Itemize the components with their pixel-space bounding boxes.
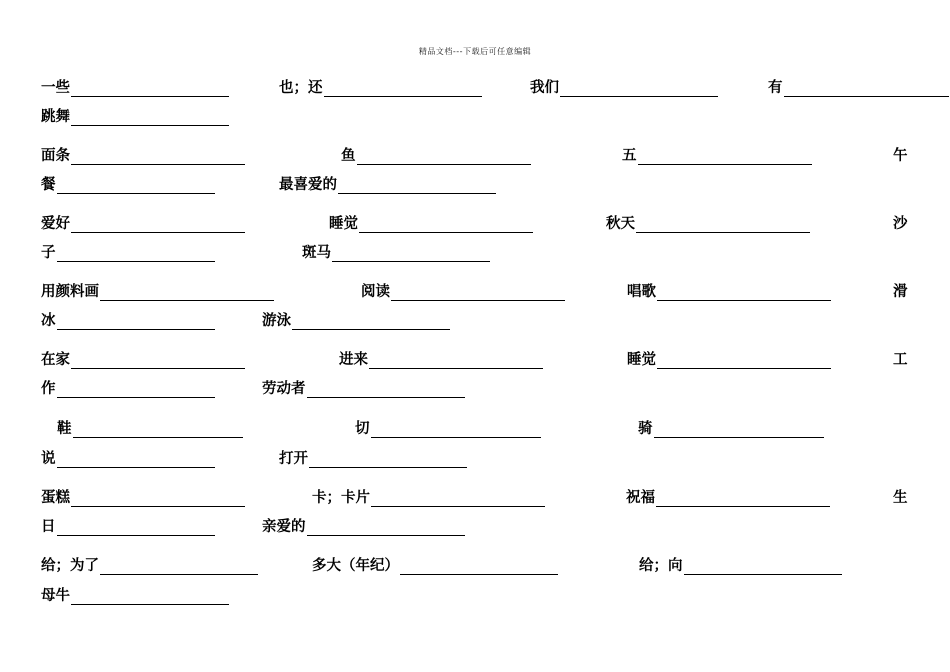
answer-blank[interactable] <box>57 248 215 262</box>
vocab-item <box>339 351 543 369</box>
answer-blank[interactable] <box>71 83 229 97</box>
vocab-item <box>279 79 482 97</box>
vocab-item <box>361 283 565 301</box>
answer-blank[interactable] <box>71 112 229 126</box>
vocab-word: 五 <box>622 148 637 164</box>
vocab-word: 给；向 <box>639 558 683 574</box>
vocab-item <box>893 351 908 369</box>
vocab-word: 滑 <box>893 284 908 300</box>
answer-blank[interactable] <box>359 219 533 233</box>
answer-blank[interactable] <box>57 180 215 194</box>
answer-blank[interactable] <box>57 522 215 536</box>
answer-blank[interactable] <box>71 151 245 165</box>
vocab-word: 冰 <box>41 313 56 329</box>
answer-blank[interactable] <box>57 384 215 398</box>
vocab-item <box>262 380 465 398</box>
vocab-word: 最喜爱的 <box>279 177 337 193</box>
vocab-word: 进来 <box>339 352 368 368</box>
vocab-word: 祝福 <box>626 490 655 506</box>
vocab-item <box>302 244 490 262</box>
vocab-item <box>41 380 215 398</box>
vocab-word: 骑 <box>638 421 653 437</box>
vocab-word: 切 <box>355 421 370 437</box>
answer-blank[interactable] <box>71 591 229 605</box>
vocab-word: 子 <box>41 245 56 261</box>
vocab-item <box>41 176 215 194</box>
answer-blank[interactable] <box>73 424 243 438</box>
vocab-word: 用颜料画 <box>41 284 99 300</box>
answer-blank[interactable] <box>657 287 831 301</box>
answer-blank[interactable] <box>71 219 245 233</box>
vocab-item <box>639 557 842 575</box>
vocab-item <box>329 215 533 233</box>
vocab-item <box>341 147 531 165</box>
vocab-word: 睡觉 <box>627 352 656 368</box>
vocab-word: 作 <box>41 381 56 397</box>
vocab-word: 说 <box>41 451 56 467</box>
vocab-item <box>622 147 812 165</box>
answer-blank[interactable] <box>71 355 245 369</box>
vocab-item <box>893 147 908 165</box>
answer-blank[interactable] <box>57 316 215 330</box>
vocab-word: 斑马 <box>302 245 331 261</box>
vocab-item <box>279 176 496 194</box>
vocab-word: 生 <box>893 490 908 506</box>
vocab-item <box>41 489 245 507</box>
vocab-item <box>312 557 558 575</box>
vocab-word: 劳动者 <box>262 381 306 397</box>
vocab-item <box>606 215 810 233</box>
vocab-word: 餐 <box>41 177 56 193</box>
vocab-word: 爱好 <box>41 216 70 232</box>
vocab-item <box>41 147 245 165</box>
vocab-word: 秋天 <box>606 216 635 232</box>
vocab-word: 在家 <box>41 352 70 368</box>
answer-blank[interactable] <box>369 355 543 369</box>
vocab-word: 日 <box>41 519 56 535</box>
vocab-item <box>279 450 467 468</box>
answer-blank[interactable] <box>307 384 465 398</box>
page-header: 精品文档---下载后可任意编辑 <box>418 47 532 56</box>
answer-blank[interactable] <box>100 561 258 575</box>
vocab-word: 面条 <box>41 148 70 164</box>
vocab-item <box>41 450 215 468</box>
vocab-item <box>530 79 718 97</box>
vocab-item <box>355 420 541 438</box>
vocab-word: 工 <box>893 352 908 368</box>
vocab-item <box>41 215 245 233</box>
answer-blank[interactable] <box>400 561 558 575</box>
vocab-word: 母牛 <box>41 588 70 604</box>
vocab-item <box>893 215 908 233</box>
vocab-item <box>57 420 243 438</box>
vocab-item <box>41 587 229 605</box>
answer-blank[interactable] <box>57 454 215 468</box>
answer-blank[interactable] <box>357 151 531 165</box>
vocab-word: 鞋 <box>57 421 72 437</box>
vocab-word: 唱歌 <box>627 284 656 300</box>
vocab-word: 给；为了 <box>41 558 99 574</box>
vocab-item <box>41 518 215 536</box>
vocab-item <box>638 420 824 438</box>
answer-blank[interactable] <box>307 522 465 536</box>
vocab-word: 卡；卡片 <box>312 490 370 506</box>
vocab-item <box>893 489 908 507</box>
answer-blank[interactable] <box>100 287 274 301</box>
answer-blank[interactable] <box>657 355 831 369</box>
answer-blank[interactable] <box>371 493 545 507</box>
vocab-word: 午 <box>893 148 908 164</box>
answer-blank[interactable] <box>656 493 830 507</box>
vocab-word: 游泳 <box>262 313 291 329</box>
vocab-word: 有 <box>768 80 783 96</box>
vocab-item <box>41 79 229 97</box>
answer-blank[interactable] <box>784 83 949 97</box>
answer-blank[interactable] <box>332 248 490 262</box>
vocab-item <box>893 283 908 301</box>
vocab-word: 鱼 <box>341 148 356 164</box>
vocab-item <box>768 79 949 97</box>
answer-blank[interactable] <box>338 180 496 194</box>
vocab-word: 打开 <box>279 451 308 467</box>
vocab-word: 跳舞 <box>41 109 70 125</box>
vocab-word: 我们 <box>530 80 559 96</box>
vocab-word: 阅读 <box>361 284 390 300</box>
vocab-word: 蛋糕 <box>41 490 70 506</box>
answer-blank[interactable] <box>292 316 450 330</box>
vocab-item <box>262 312 450 330</box>
vocab-word: 多大（年纪） <box>312 558 399 574</box>
answer-blank[interactable] <box>324 83 482 97</box>
answer-blank[interactable] <box>71 493 245 507</box>
vocab-item <box>41 557 258 575</box>
vocab-item <box>41 244 215 262</box>
answer-blank[interactable] <box>636 219 810 233</box>
vocab-item <box>41 108 229 126</box>
answer-blank[interactable] <box>371 424 541 438</box>
vocab-item <box>312 489 545 507</box>
vocab-word: 沙 <box>893 216 908 232</box>
vocab-word: 一些 <box>41 80 70 96</box>
answer-blank[interactable] <box>560 83 718 97</box>
vocab-item <box>41 351 245 369</box>
answer-blank[interactable] <box>391 287 565 301</box>
vocab-item <box>262 518 465 536</box>
answer-blank[interactable] <box>654 424 824 438</box>
vocab-word: 睡觉 <box>329 216 358 232</box>
vocab-item <box>41 312 215 330</box>
vocab-item <box>627 351 831 369</box>
vocab-item <box>627 283 831 301</box>
vocab-word: 亲爱的 <box>262 519 306 535</box>
answer-blank[interactable] <box>684 561 842 575</box>
answer-blank[interactable] <box>309 454 467 468</box>
vocab-word: 也；还 <box>279 80 323 96</box>
vocab-item <box>626 489 830 507</box>
vocab-item <box>41 283 274 301</box>
answer-blank[interactable] <box>638 151 812 165</box>
